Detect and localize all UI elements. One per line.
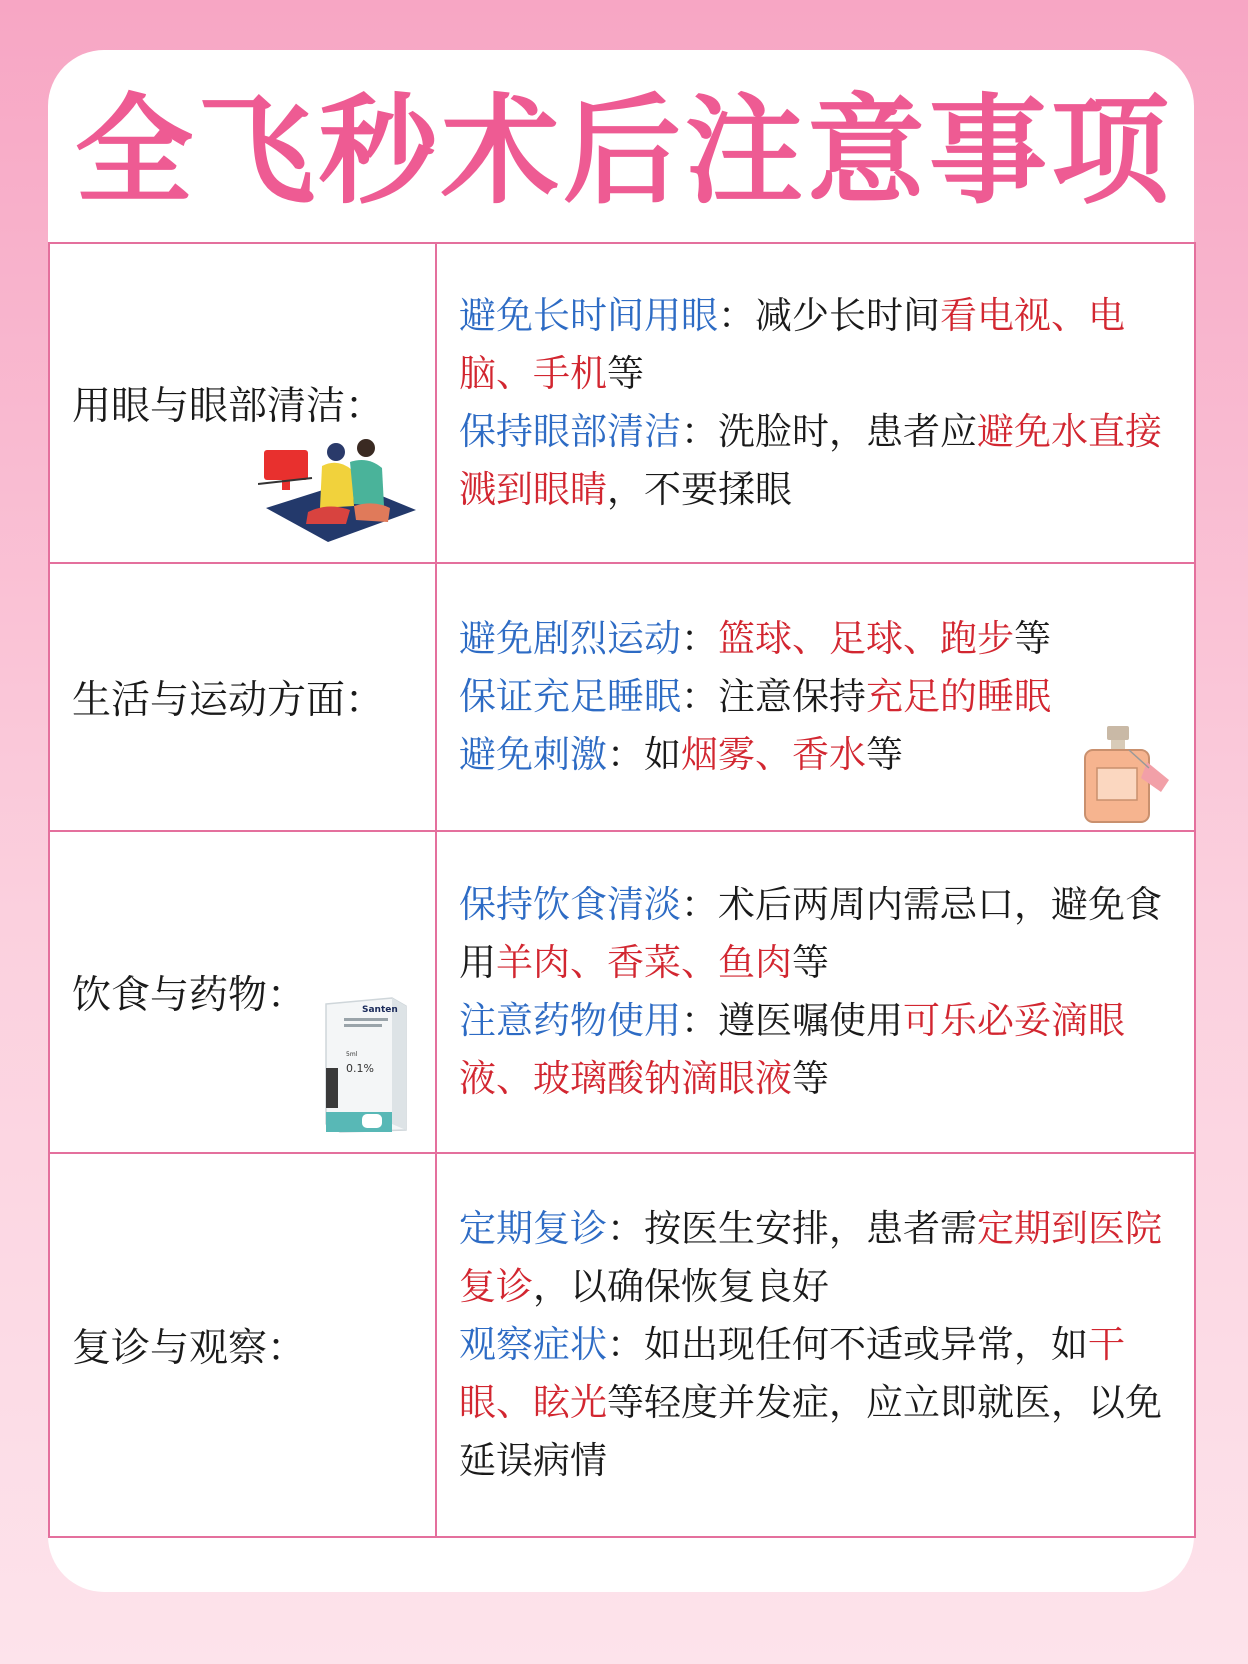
row-content-follow-up — [436, 1153, 1195, 1537]
item-heading: 避免刺激 — [459, 733, 607, 776]
people-watching-tv-icon — [258, 436, 422, 546]
list-item: 注意药物使用：遵医嘱使用可乐必妥滴眼液、玻璃酸钠滴眼液等 — [459, 999, 1125, 1100]
row-content-eye-use — [436, 243, 1195, 563]
row-category-eye-use — [49, 243, 436, 563]
page-title: 全飞秒术后注意事项 — [74, 82, 1173, 220]
item-heading: 保证充足睡眠 — [459, 675, 681, 718]
table-row — [49, 563, 1195, 831]
list-item: 避免剧烈运动：篮球、足球、跑步等 — [459, 617, 1051, 660]
list-item: 观察症状：如出现任何不适或异常，如干眼、眩光等轻度并发症，应立即就医，以免延误病情 — [459, 1323, 1162, 1482]
box-brand: Santen — [362, 1005, 398, 1015]
item-heading: 保持眼部清洁 — [459, 410, 681, 453]
item-heading: 定期复诊 — [459, 1207, 607, 1250]
list-item: 定期复诊：按医生安排，患者需定期到医院复诊，以确保恢复良好 — [459, 1207, 1162, 1308]
perfume-bottle-icon — [1077, 722, 1177, 828]
precautions-table — [48, 242, 1196, 1538]
category-label: 复诊与观察： — [72, 1326, 307, 1371]
eye-drops-box-icon — [322, 994, 408, 1134]
table-row — [49, 831, 1195, 1153]
list-item: 避免长时间用眼：减少长时间看电视、电脑、手机等 — [459, 294, 1125, 395]
item-heading: 避免剧烈运动 — [459, 617, 681, 660]
list-item: 保持饮食清淡：术后两周内需忌口，避免食用羊肉、香菜、鱼肉等 — [459, 883, 1162, 984]
item-heading: 注意药物使用 — [459, 999, 681, 1042]
item-heading: 观察症状 — [459, 1323, 607, 1366]
item-heading: 避免长时间用眼 — [459, 294, 718, 337]
list-item: 保持眼部清洁：洗脸时，患者应避免水直接溅到眼睛，不要揉眼 — [459, 410, 1162, 511]
category-label: 饮食与药物： — [72, 973, 307, 1018]
row-category-lifestyle — [49, 563, 436, 831]
item-heading: 保持饮食清淡 — [459, 883, 681, 926]
list-item: 保证充足睡眠：注意保持充足的睡眠 — [459, 675, 1051, 718]
category-label: 生活与运动方面： — [72, 678, 385, 723]
row-category-diet — [49, 831, 436, 1153]
box-volume: 5ml — [346, 1051, 358, 1058]
row-content-lifestyle — [436, 563, 1195, 831]
box-strength: 0.1% — [346, 1062, 374, 1075]
row-category-follow-up — [49, 1153, 436, 1537]
category-label: 用眼与眼部清洁： — [72, 384, 385, 429]
list-item: 避免刺激：如烟雾、香水等 — [459, 733, 903, 776]
table-row — [49, 1153, 1195, 1537]
row-content-diet — [436, 831, 1195, 1153]
table-row — [49, 243, 1195, 563]
